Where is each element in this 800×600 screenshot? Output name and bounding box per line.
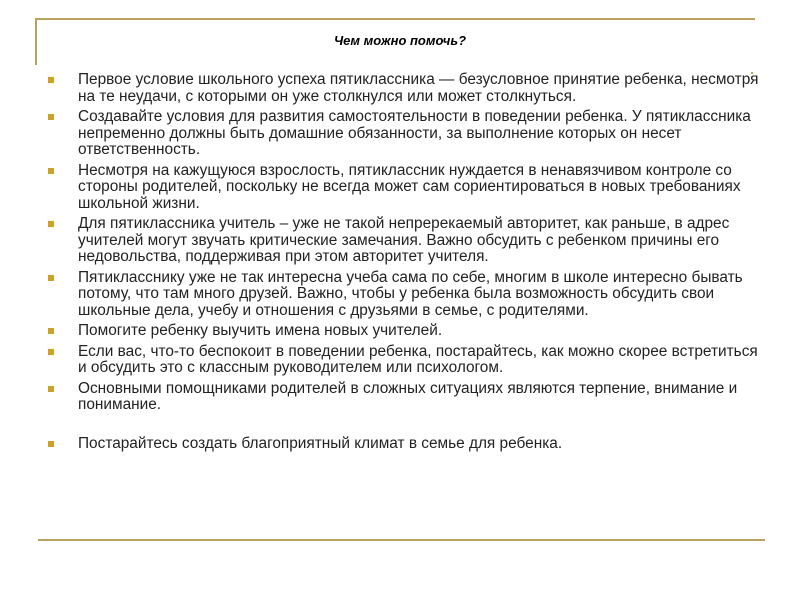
square-bullet-icon <box>48 328 54 334</box>
square-bullet-icon <box>48 77 54 83</box>
list-item <box>48 216 760 266</box>
list-item-text: Помогите ребенку выучить имена новых учителей. <box>78 322 443 339</box>
list-item <box>48 163 760 213</box>
list-item-text: Первое условие школьного успеха пятиклассника — безусловное принятие ребенка, несмотря на те неудачи, с которыми он уже столкнулся или может столкнуться. <box>78 71 759 105</box>
list-item-text: Основными помощниками родителей в сложных ситуациях являются терпение, внимание и понимание. <box>78 379 738 413</box>
list-item <box>48 323 760 340</box>
list-item-text: Несмотря на кажущуюся взрослость, пятиклассник нуждается в ненавязчивом контроле со стороны родителей, поскольку не всегда может сам сориентироваться в новых требованиях школьной жизни. <box>78 161 741 212</box>
top-rule <box>35 18 755 20</box>
bottom-rule <box>38 539 765 541</box>
slide-title: Чем можно помочь? <box>333 33 467 48</box>
list-item-text: Если вас, что-то беспокоит в поведении ребенка, постарайтесь, как можно скорее встретиться и обсудить это с классным руководителем или психологом. <box>78 342 758 376</box>
list-item <box>48 270 760 320</box>
list-item-text: Постарайтесь создать благоприятный климат в семье для ребенка. <box>78 434 563 452</box>
list-item <box>48 381 760 414</box>
square-bullet-icon <box>48 441 54 447</box>
list-item <box>48 109 760 159</box>
square-bullet-icon <box>48 221 54 227</box>
list-item-text: Для пятиклассника учитель – уже не такой непререкаемый авторитет, как раньше, в адрес учителей могут звучать критические замечания. Важно обсудить с ребенком причины его недовольства, поддерживая при этом авторитет учителя. <box>78 215 730 265</box>
bullet-list <box>48 72 760 456</box>
list-item-text: Пятикласснику уже не так интересна учеба сама по себе, многим в школе интересно бывать потому, что там много друзей. Важно, чтобы у ребенка была возможность обсудить свои школьные дела, учебу и отношения с друзьями в семье, с родителями. <box>78 268 743 319</box>
square-bullet-icon <box>48 349 54 355</box>
square-bullet-icon <box>48 275 54 281</box>
list-item <box>48 344 760 377</box>
square-bullet-icon <box>48 168 54 174</box>
list-item-text: Создавайте условия для развития самостоятельности в поведении ребенка. У пятиклассника непременно должны быть домашние обязанности, за выполнение которых он несет ответственность. <box>78 108 751 158</box>
list-item <box>48 436 760 453</box>
list-item <box>48 72 760 105</box>
square-bullet-icon <box>48 386 54 392</box>
square-bullet-icon <box>48 114 54 120</box>
